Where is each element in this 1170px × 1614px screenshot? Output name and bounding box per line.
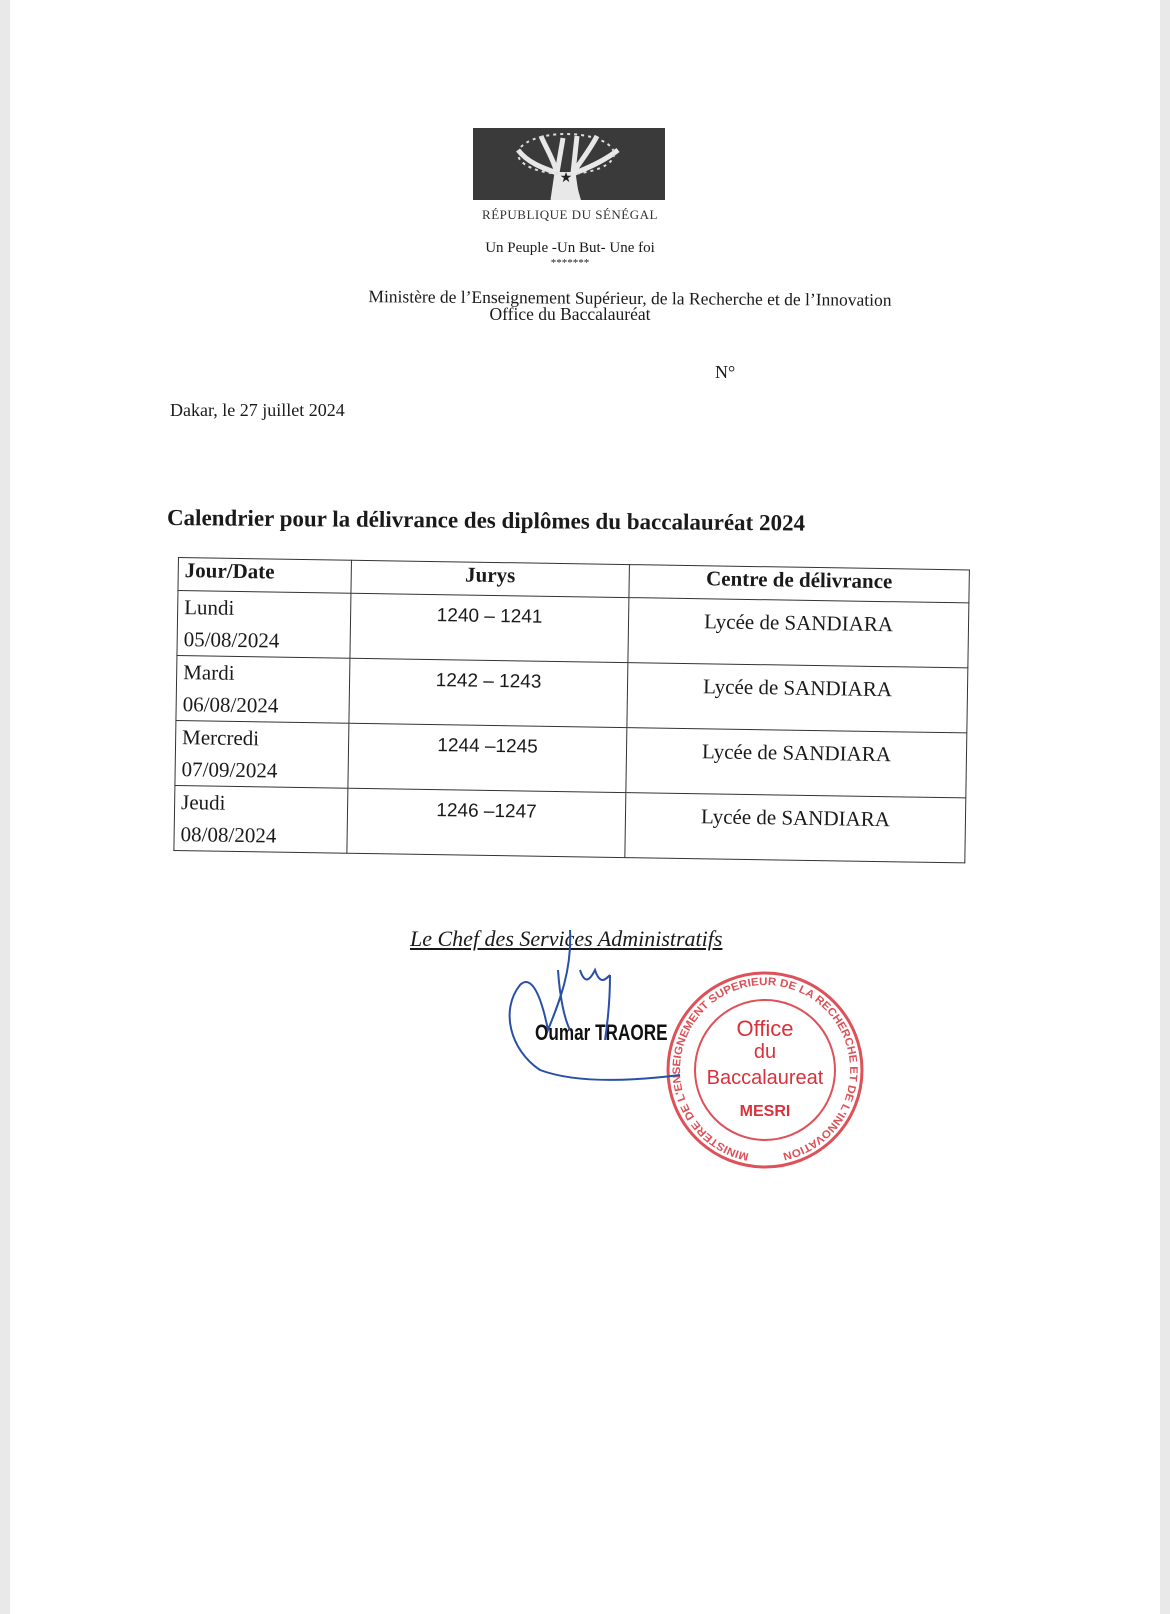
signatory-name: Oumar TRAORE bbox=[535, 1020, 668, 1045]
day: Mardi bbox=[183, 660, 235, 685]
header-centre: Centre de délivrance bbox=[629, 565, 969, 603]
signatory-role: Le Chef des Services Administratifs bbox=[410, 926, 723, 951]
day: Lundi bbox=[184, 595, 235, 620]
centre: Lycée de SANDIARA bbox=[627, 663, 968, 733]
place-date: Dakar, le 27 juillet 2024 bbox=[170, 400, 345, 420]
senegal-baobab-emblem bbox=[473, 128, 665, 200]
centre: Lycée de SANDIARA bbox=[628, 598, 969, 668]
handwritten-signature bbox=[500, 930, 720, 1095]
svg-text:MINISTERE DE L'ENSEIGNEMENT SU: MINISTERE DE L'ENSEIGNEMENT SUPERIEUR DE LA RECHERCHE ET DE L'INNOVATION bbox=[671, 975, 860, 1163]
schedule-table bbox=[173, 557, 970, 863]
svg-text:Baccalaureat: Baccalaureat bbox=[706, 1067, 824, 1089]
header-day: Jour/Date bbox=[178, 558, 351, 594]
date: 08/08/2024 bbox=[180, 822, 277, 848]
republic-label: RÉPUBLIQUE DU SÉNÉGAL bbox=[482, 207, 658, 222]
separator: ******* bbox=[550, 257, 590, 269]
svg-text:Office: Office bbox=[736, 1016, 794, 1041]
centre: Lycée de SANDIARA bbox=[625, 793, 966, 863]
jurys: 1240 – 1241 bbox=[350, 593, 629, 662]
jurys: 1246 –1247 bbox=[347, 788, 626, 857]
date: 06/08/2024 bbox=[182, 692, 279, 718]
svg-text:★: ★ bbox=[559, 171, 573, 186]
day: Mercredi bbox=[181, 725, 260, 751]
document-page bbox=[10, 0, 1160, 1614]
ministry-name: Ministère de l’Enseignement Supérieur, de la Recherche et de l’Innovation bbox=[368, 286, 892, 310]
date: 05/08/2024 bbox=[183, 627, 280, 653]
svg-text:MESRI: MESRI bbox=[739, 1103, 791, 1120]
table-row bbox=[174, 785, 966, 862]
national-motto: Un Peuple -Un But- Une foi bbox=[485, 240, 655, 256]
centre: Lycée de SANDIARA bbox=[626, 728, 967, 798]
header-jurys: Jurys bbox=[351, 560, 629, 597]
svg-text:du: du bbox=[753, 1041, 777, 1063]
reference-number: N° bbox=[715, 362, 736, 382]
table-row bbox=[176, 655, 968, 732]
table-row bbox=[175, 720, 967, 797]
jurys: 1242 – 1243 bbox=[349, 658, 628, 727]
table-row bbox=[177, 591, 969, 668]
date: 07/09/2024 bbox=[181, 757, 278, 783]
document-title: Calendrier pour la délivrance des diplômes du baccalauréat 2024 bbox=[166, 505, 806, 536]
jurys: 1244 –1245 bbox=[348, 723, 627, 792]
office-name: Office du Baccalauréat bbox=[489, 304, 651, 324]
day: Jeudi bbox=[180, 790, 226, 815]
